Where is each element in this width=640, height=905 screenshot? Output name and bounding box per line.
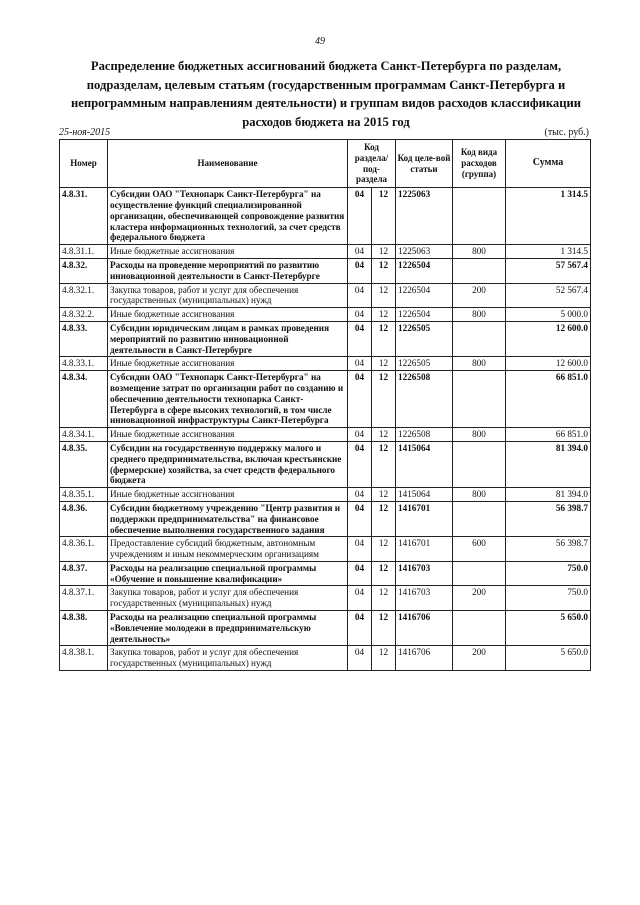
row-amount: 12 600.0 [506,321,591,356]
row-subsection-code: 12 [372,258,396,283]
row-subsection-code: 12 [372,537,396,562]
row-name: Субсидии бюджетному учреждению "Центр развития и поддержки предпринимательства" на финансовое обеспечение выполнения государственного задания [108,501,348,536]
row-target-code: 1416701 [396,501,453,536]
table-row [60,561,591,586]
row-expense-type: 800 [453,308,506,322]
row-subsection-code: 12 [372,611,396,646]
row-name: Субсидии на государственную поддержку малого и среднего предпринимательства, включая крестьянские (фермерские) хозяйства, за счет средств федерального бюджета [108,441,348,487]
table-row [60,488,591,502]
row-number: 4.8.36. [60,501,108,536]
row-name: Иные бюджетные ассигнования [108,428,348,442]
row-number: 4.8.32.2. [60,308,108,322]
row-subsection-code: 12 [372,371,396,428]
row-section-code: 04 [348,441,372,487]
row-target-code: 1226504 [396,258,453,283]
row-target-code: 1416703 [396,561,453,586]
row-name: Предоставление субсидий бюджетным, автономным учреждениям и иным некоммерческим организациям [108,537,348,562]
row-subsection-code: 12 [372,501,396,536]
row-section-code: 04 [348,283,372,308]
table-row [60,308,591,322]
row-name: Иные бюджетные ассигнования [108,308,348,322]
units-label: (тыс. руб.) [544,127,589,138]
row-subsection-code: 12 [372,488,396,502]
row-name: Закупка товаров, работ и услуг для обеспечения государственных (муниципальных) нужд [108,283,348,308]
row-number: 4.8.34.1. [60,428,108,442]
row-number: 4.8.31. [60,188,108,245]
row-expense-type [453,371,506,428]
row-name: Иные бюджетные ассигнования [108,245,348,259]
row-section-code: 04 [348,501,372,536]
header-expense-type: Код вида расходов (группа) [453,140,506,188]
table-row [60,188,591,245]
header-name: Наименование [108,140,348,188]
row-number: 4.8.32.1. [60,283,108,308]
row-target-code: 1416706 [396,646,453,671]
row-number: 4.8.33. [60,321,108,356]
row-amount: 57 567.4 [506,258,591,283]
row-amount: 52 567.4 [506,283,591,308]
page-number: 49 [315,36,325,47]
row-expense-type: 200 [453,646,506,671]
table-row [60,586,591,611]
row-name: Субсидии юридическим лицам в рамках проведения мероприятий по развитию инновационной деятельности в Санкт-Петербурге [108,321,348,356]
table-body [60,188,591,671]
row-target-code: 1226504 [396,308,453,322]
row-section-code: 04 [348,428,372,442]
row-amount: 66 851.0 [506,371,591,428]
row-expense-type: 800 [453,428,506,442]
row-amount: 5 650.0 [506,611,591,646]
document-title: Распределение бюджетных ассигнований бюджета Санкт-Петербурга по разделам, подразделам, целевым статьям (государственным программам Санкт-Петербурга и непрограммным направлениям деятельности) и группам видов расходов классификации расходов бюджета на 2015 год [71,59,581,129]
row-target-code: 1416701 [396,537,453,562]
row-target-code: 1225063 [396,188,453,245]
table-row [60,501,591,536]
row-amount: 1 314.5 [506,245,591,259]
header-section: Код раздела/ под-раздела [348,140,396,188]
row-number: 4.8.37. [60,561,108,586]
row-subsection-code: 12 [372,188,396,245]
header-target: Код целе-вой статьи [396,140,453,188]
row-target-code: 1226508 [396,428,453,442]
row-amount: 81 394.0 [506,441,591,487]
row-expense-type: 600 [453,537,506,562]
table-header-row [60,140,591,188]
row-name: Иные бюджетные ассигнования [108,357,348,371]
row-amount: 5 650.0 [506,646,591,671]
row-section-code: 04 [348,561,372,586]
table-row [60,283,591,308]
row-subsection-code: 12 [372,441,396,487]
table-row [60,245,591,259]
row-subsection-code: 12 [372,308,396,322]
row-section-code: 04 [348,258,372,283]
row-expense-type [453,441,506,487]
row-number: 4.8.32. [60,258,108,283]
row-target-code: 1416703 [396,586,453,611]
row-subsection-code: 12 [372,321,396,356]
table-row [60,258,591,283]
row-section-code: 04 [348,357,372,371]
row-amount: 12 600.0 [506,357,591,371]
row-amount: 1 314.5 [506,188,591,245]
row-number: 4.8.31.1. [60,245,108,259]
row-name: Расходы на проведение мероприятий по развитию инновационной деятельности в Санкт-Петербурге [108,258,348,283]
row-amount: 5 000.0 [506,308,591,322]
row-section-code: 04 [348,321,372,356]
row-target-code: 1226505 [396,357,453,371]
row-name: Субсидии ОАО "Технопарк Санкт-Петербурга" на осуществление функций специализированной организации, обеспечивающей сопровождение развития кластера информационных технологий, за счет средств федерального бюджета [108,188,348,245]
row-name: Расходы на реализацию специальной программы «Вовлечение молодежи в предпринимательскую деятельность» [108,611,348,646]
row-expense-type: 800 [453,488,506,502]
row-number: 4.8.38. [60,611,108,646]
table-row [60,646,591,671]
row-number: 4.8.36.1. [60,537,108,562]
header-amount: Сумма [506,140,591,188]
row-expense-type [453,501,506,536]
budget-table [59,139,591,671]
row-name: Закупка товаров, работ и услуг для обеспечения государственных (муниципальных) нужд [108,646,348,671]
row-section-code: 04 [348,586,372,611]
row-expense-type: 800 [453,357,506,371]
row-subsection-code: 12 [372,283,396,308]
row-target-code: 1226508 [396,371,453,428]
row-subsection-code: 12 [372,561,396,586]
row-expense-type: 800 [453,245,506,259]
table-row [60,357,591,371]
row-target-code: 1226504 [396,283,453,308]
row-number: 4.8.38.1. [60,646,108,671]
table-row [60,428,591,442]
table-row [60,537,591,562]
row-name: Расходы на реализацию специальной программы «Обучение и повышение квалификации» [108,561,348,586]
table-row [60,441,591,487]
row-section-code: 04 [348,646,372,671]
header-number: Номер [60,140,108,188]
row-subsection-code: 12 [372,357,396,371]
row-amount: 56 398.7 [506,501,591,536]
table-row [60,371,591,428]
row-target-code: 1226505 [396,321,453,356]
row-section-code: 04 [348,308,372,322]
row-section-code: 04 [348,245,372,259]
row-amount: 81 394.0 [506,488,591,502]
row-amount: 66 851.0 [506,428,591,442]
row-expense-type: 200 [453,283,506,308]
row-section-code: 04 [348,371,372,428]
row-name: Иные бюджетные ассигнования [108,488,348,502]
row-section-code: 04 [348,188,372,245]
row-amount: 750.0 [506,586,591,611]
row-section-code: 04 [348,537,372,562]
row-amount: 56 398.7 [506,537,591,562]
row-number: 4.8.35.1. [60,488,108,502]
row-expense-type [453,561,506,586]
row-number: 4.8.33.1. [60,357,108,371]
row-subsection-code: 12 [372,245,396,259]
row-target-code: 1415064 [396,441,453,487]
row-subsection-code: 12 [372,646,396,671]
row-name: Закупка товаров, работ и услуг для обеспечения государственных (муниципальных) нужд [108,586,348,611]
row-target-code: 1415064 [396,488,453,502]
row-number: 4.8.34. [60,371,108,428]
document-date: 25-ноя-2015 [59,127,111,138]
row-amount: 750.0 [506,561,591,586]
row-target-code: 1416706 [396,611,453,646]
row-section-code: 04 [348,488,372,502]
row-number: 4.8.37.1. [60,586,108,611]
row-expense-type [453,188,506,245]
row-expense-type [453,321,506,356]
row-expense-type: 200 [453,586,506,611]
table-row [60,321,591,356]
row-expense-type [453,258,506,283]
row-section-code: 04 [348,611,372,646]
table-row [60,611,591,646]
row-number: 4.8.35. [60,441,108,487]
row-subsection-code: 12 [372,428,396,442]
row-name: Субсидии ОАО "Технопарк Санкт-Петербурга" на возмещение затрат по организации работ по созданию и обеспечению деятельности технопарка Санкт-Петербурга в сфере высоких технологий, в том числе инновационной инфраструктуры Санкт-Петербурга [108,371,348,428]
row-subsection-code: 12 [372,586,396,611]
row-expense-type [453,611,506,646]
row-target-code: 1225063 [396,245,453,259]
